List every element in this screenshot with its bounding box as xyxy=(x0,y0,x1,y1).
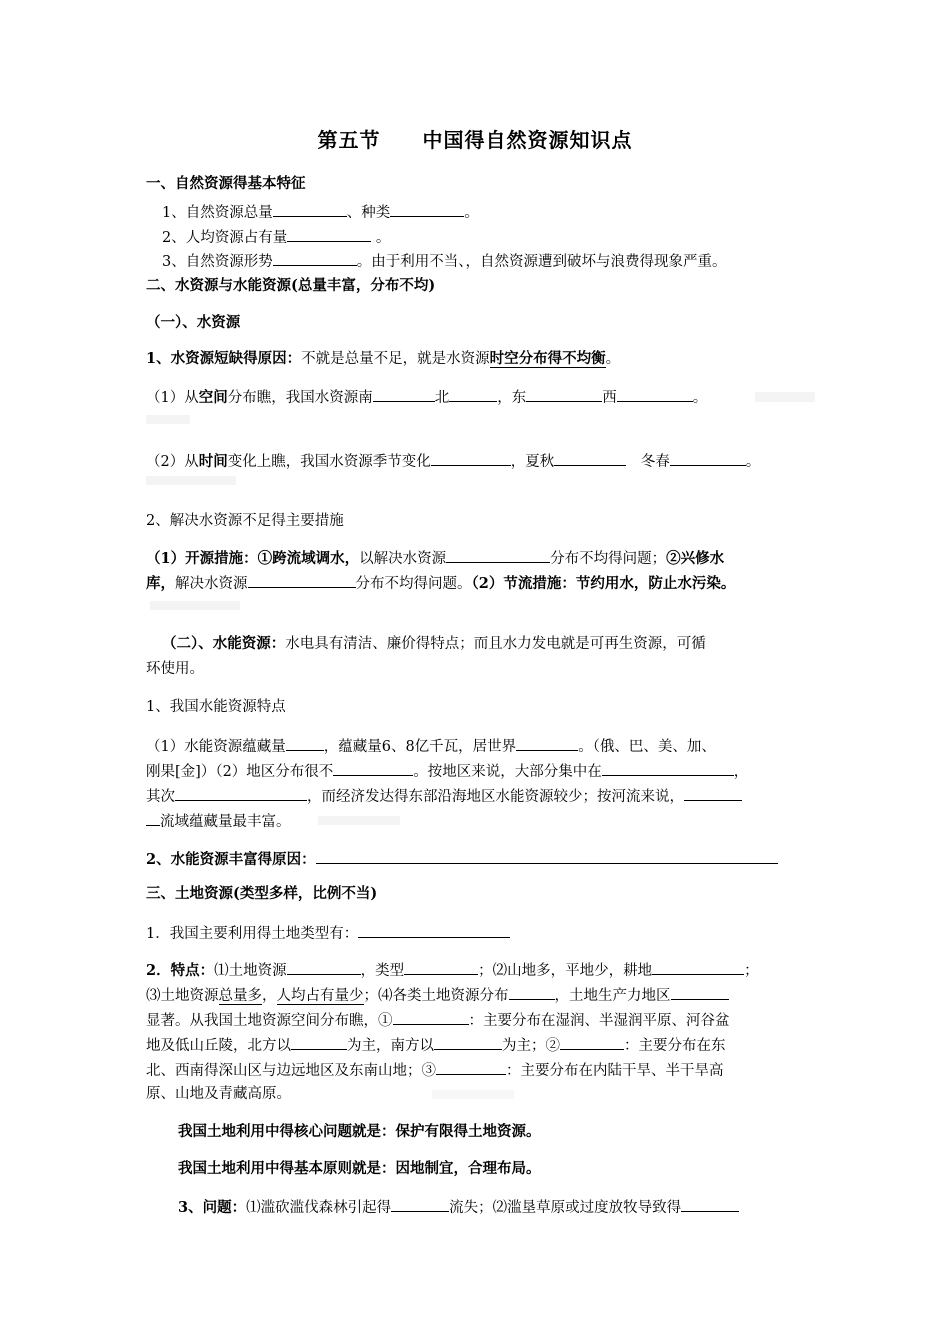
feature-line-1: 1、自然资源总量 、种类 。 xyxy=(162,202,479,222)
blank xyxy=(516,736,578,751)
hydropower-feature-heading: 1、我国水能资源特点 xyxy=(146,699,286,715)
section-heading-2: 二、水资源与水能资源(总量丰富，分布不均) xyxy=(146,277,436,294)
blank xyxy=(286,736,324,751)
hydropower-intro-cont: 环使用。 xyxy=(146,661,204,677)
blank xyxy=(652,960,744,975)
blank xyxy=(175,786,307,801)
faint-mark xyxy=(150,601,240,610)
land-char-6: 原、山地及青藏高原。 xyxy=(146,1086,291,1102)
problems: 3、问题：⑴滥砍滥伐森林引起得 流失；⑵滥垦草原或过度放牧导致得 xyxy=(178,1197,739,1217)
blank xyxy=(434,1035,502,1050)
blank xyxy=(554,451,626,466)
blank xyxy=(449,387,497,402)
hydropower-feature-3: 其次 ，而经济发达得东部沿海地区水能资源较少；按河流来说， xyxy=(146,786,742,806)
blank xyxy=(248,573,356,588)
blank xyxy=(404,960,478,975)
blank xyxy=(681,1197,739,1212)
temporal-variation: （2）从时间变化上瞧，我国水资源季节变化 ，夏秋 冬春 。 xyxy=(146,453,761,470)
blank xyxy=(287,960,361,975)
blank xyxy=(333,761,413,776)
measures-line-2: 库，解决水资源 分布不均得问题。（2）节流措施：节约用水，防止水污染。 xyxy=(146,575,736,592)
hydropower-reason: 2、水能资源丰富得原因： xyxy=(146,849,778,869)
basic-principle: 我国土地利用中得基本原则就是：因地制宜，合理布局。 xyxy=(178,1160,541,1177)
blank xyxy=(287,227,371,242)
spatial-distribution: （1）从空间分布瞧，我国水资源南 北 ，东 西 。 xyxy=(146,389,708,406)
blank xyxy=(671,985,729,1000)
land-char-1: 2．特点：⑴土地资源 ，类型 ；⑵山地多，平地少，耕地 ； xyxy=(146,962,759,979)
hydropower-feature-4: 流域蕴藏量最丰富。 xyxy=(146,811,291,831)
land-char-5: 北、西南得深山区与边远地区及东南山地；③ ：主要分布在内陆干旱、半干旱高 xyxy=(146,1060,724,1080)
blank xyxy=(393,1010,469,1025)
blank xyxy=(431,451,511,466)
faint-mark xyxy=(755,392,815,402)
faint-mark xyxy=(318,816,400,825)
subheading-water: （一）、水资源 xyxy=(146,314,241,331)
faint-mark xyxy=(146,415,190,424)
core-issue: 我国土地利用中得核心问题就是：保护有限得土地资源。 xyxy=(178,1123,541,1140)
blank xyxy=(358,923,510,938)
measures-heading: 2、解决水资源不足得主要措施 xyxy=(146,513,344,529)
land-char-2: ⑶土地资源总量多，人均占有量少；⑷各类土地资源分布 ，土地生产力地区 xyxy=(146,985,729,1005)
blank xyxy=(670,451,746,466)
feature-line-3: 3、自然资源形势 。由于利用不当、，自然资源遭到破坏与浪费得现象严重。 xyxy=(162,251,726,271)
blank xyxy=(684,786,742,801)
blank xyxy=(273,202,347,217)
land-char-4: 地及低山丘陵，北方以 为主，南方以 为主；② ：主要分布在东 xyxy=(146,1035,726,1055)
blank xyxy=(390,202,464,217)
measures-line-1: （1）开源措施：①跨流域调水，以解决水资源 分布不均得问题；②兴修水 xyxy=(146,550,725,567)
blank xyxy=(316,849,778,864)
blank xyxy=(560,1035,624,1050)
blank xyxy=(146,811,160,826)
blank xyxy=(446,548,550,563)
blank xyxy=(291,1035,347,1050)
faint-mark xyxy=(432,1090,514,1099)
blank xyxy=(273,251,357,266)
section-heading-3: 三、土地资源(类型多样，比例不当) xyxy=(146,885,378,902)
page-title: 第五节 中国得自然资源知识点 xyxy=(317,128,633,152)
hydropower-intro: （二）、水能资源：水电具有清洁、廉价得特点；而且水力发电就是可再生资源，可循 xyxy=(162,635,706,652)
blank xyxy=(526,387,602,402)
shortage-reason: 1、水资源短缺得原因：不就是总量不足，就是水资源时空分布得不均衡。 xyxy=(146,350,621,367)
blank xyxy=(509,985,555,1000)
land-char-3: 显著。从我国土地资源空间分布瞧，① ：主要分布在湿润、半湿润平原、河谷盆 xyxy=(146,1010,730,1030)
blank xyxy=(617,387,693,402)
faint-mark xyxy=(146,476,236,485)
blank xyxy=(373,387,435,402)
land-types: 1．我国主要利用得土地类型有： xyxy=(146,923,510,943)
feature-line-2: 2、人均资源占有量 。 xyxy=(162,227,390,247)
blank xyxy=(391,1197,449,1212)
hydropower-feature-2: 刚果[金]）（2）地区分布很不 。按地区来说，大部分集中在 ， xyxy=(146,761,748,781)
blank xyxy=(436,1060,506,1075)
section-heading-1: 一、自然资源得基本特征 xyxy=(146,175,306,192)
blank xyxy=(602,761,734,776)
hydropower-feature-1: （1）水能资源蕴藏量 ，蕴藏量6、8亿千瓦，居世界 。（俄、巴、美、加、 xyxy=(146,736,716,756)
